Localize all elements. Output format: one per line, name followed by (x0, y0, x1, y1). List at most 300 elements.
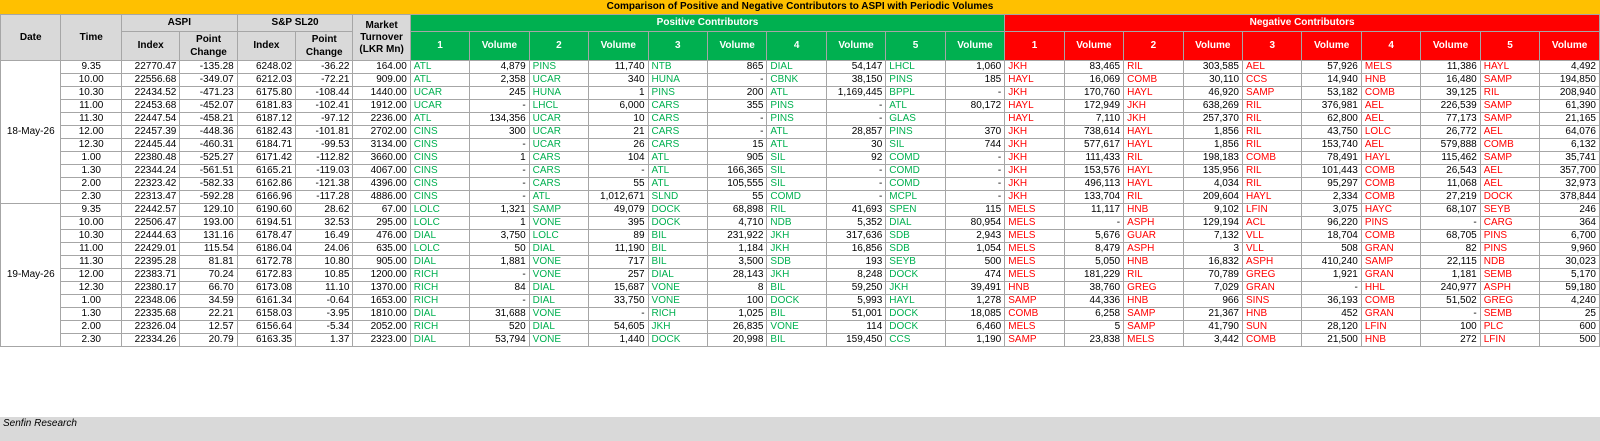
neg-ticker-3-cell: HAYL (1243, 191, 1302, 204)
pos-volume-5-cell: 1,190 (945, 334, 1005, 347)
neg-volume-3-cell: 101,443 (1302, 165, 1361, 178)
neg-ticker-4-cell: COMB (1361, 87, 1420, 100)
pos-volume-4-cell: 5,993 (826, 295, 885, 308)
pos-ticker-1-cell: LOLC (410, 204, 469, 217)
neg-ticker-2-cell: HNB (1124, 256, 1183, 269)
pos-ticker-1-cell: LOLC (410, 243, 469, 256)
aspi-point-change-cell: 34.59 (180, 295, 237, 308)
aspi-index-cell: 22453.68 (121, 100, 179, 113)
neg-volume-4-cell: 26,543 (1421, 165, 1480, 178)
time-cell: 1.30 (61, 308, 121, 321)
pos-ticker-4-cell: ATL (767, 139, 826, 152)
neg-volume-2-cell: 30,110 (1183, 74, 1242, 87)
pos-volume-2-cell: 55 (589, 178, 648, 191)
sp-index-cell: 6163.35 (237, 334, 295, 347)
pos-ticker-2-cell: UCAR (529, 139, 588, 152)
sp-index-cell: 6178.47 (237, 230, 295, 243)
pos-volume-2-cell: 11,190 (589, 243, 648, 256)
turnover-cell: 476.00 (353, 230, 410, 243)
aspi-point-change-cell: -458.21 (180, 113, 237, 126)
neg-ticker-3-cell: RIL (1243, 126, 1302, 139)
aspi-index-cell: 22447.54 (121, 113, 179, 126)
pos-volume-4-cell: 114 (826, 321, 885, 334)
neg-volume-1-cell: 5 (1064, 321, 1123, 334)
time-cell: 2.30 (61, 334, 121, 347)
neg-ticker-3-cell: AEL (1243, 61, 1302, 74)
pos-ticker-5-cell: BPPL (886, 87, 945, 100)
neg-ticker-3-cell: LFIN (1243, 204, 1302, 217)
neg-volume-2-cell: 3 (1183, 243, 1242, 256)
aspi-index-cell: 22335.68 (121, 308, 179, 321)
pos-ticker-3-cell: ATL (648, 178, 707, 191)
aspi-point-change-cell: -471.23 (180, 87, 237, 100)
pos-ticker-5-cell: GLAS (886, 113, 945, 126)
pos-ticker-1-cell: RICH (410, 295, 469, 308)
neg-volume-1-cell: 153,576 (1064, 165, 1123, 178)
neg-ticker-5-cell: AEL (1480, 126, 1539, 139)
neg-volume-5-cell: 364 (1540, 217, 1600, 230)
time-cell: 11.00 (61, 100, 121, 113)
pos-ticker-1-cell: RICH (410, 269, 469, 282)
aspi-point-change-cell: 131.16 (180, 230, 237, 243)
neg-volume-5-cell: 59,180 (1540, 282, 1600, 295)
neg-ticker-4-cell: HAYC (1361, 204, 1420, 217)
pos-volume-1-cell: 1 (470, 217, 529, 230)
table-row (1, 243, 1600, 256)
neg-volume-2-cell: 129,194 (1183, 217, 1242, 230)
sp-point-change-cell: -101.81 (296, 126, 353, 139)
aspi-index-cell: 22445.44 (121, 139, 179, 152)
neg-ticker-5-cell: LFIN (1480, 334, 1539, 347)
pos-volume-2-cell: 89 (589, 230, 648, 243)
neg-volume-4-cell: 579,888 (1421, 139, 1480, 152)
aspi-point-change-cell: 115.54 (180, 243, 237, 256)
neg-ticker-4-cell: COMB (1361, 230, 1420, 243)
neg-ticker-1-cell: MELS (1005, 321, 1064, 334)
neg-ticker-4-cell: PINS (1361, 217, 1420, 230)
neg-volume-2-cell: 135,956 (1183, 165, 1242, 178)
aspi-point-change-cell: 12.57 (180, 321, 237, 334)
neg-ticker-4-cell: COMB (1361, 178, 1420, 191)
time-cell: 1.00 (61, 152, 121, 165)
neg-ticker-1-cell: JKH (1005, 165, 1064, 178)
neg-ticker-5-cell: AEL (1480, 165, 1539, 178)
pos-rank-3-header: 3 (648, 32, 707, 61)
pos-ticker-3-cell: CARS (648, 139, 707, 152)
pos-ticker-2-cell: UCAR (529, 74, 588, 87)
aspi-index-header: Index (121, 32, 179, 61)
pos-volume-4-cell: - (826, 165, 885, 178)
pos-volume-5-cell: - (945, 152, 1005, 165)
pos-ticker-5-cell: DOCK (886, 321, 945, 334)
aspi-index-cell: 22313.47 (121, 191, 179, 204)
pos-ticker-4-cell: SDB (767, 256, 826, 269)
turnover-cell: 905.00 (353, 256, 410, 269)
neg-ticker-3-cell: HNB (1243, 308, 1302, 321)
neg-ticker-1-cell: MELS (1005, 269, 1064, 282)
pos-volume-1-cell: 53,794 (470, 334, 529, 347)
pos-ticker-5-cell: COMD (886, 152, 945, 165)
sp-point-change-cell: 28.62 (296, 204, 353, 217)
pos-volume-3-cell: 355 (707, 100, 766, 113)
pos-ticker-5-cell: SEYB (886, 256, 945, 269)
neg-ticker-1-cell: MELS (1005, 230, 1064, 243)
pos-rank-2-header: 2 (529, 32, 588, 61)
sp-point-change-cell: -112.82 (296, 152, 353, 165)
pos-volume-1-cell: 245 (470, 87, 529, 100)
pos-volume-3-cell: 166,365 (707, 165, 766, 178)
pos-volume-1-cell: 2,358 (470, 74, 529, 87)
neg-ticker-1-cell: COMB (1005, 308, 1064, 321)
neg-ticker-1-cell: HAYL (1005, 74, 1064, 87)
neg-ticker-2-cell: JKH (1124, 100, 1183, 113)
pos-volume-2-cell: - (589, 308, 648, 321)
sp-point-change-cell: -117.28 (296, 191, 353, 204)
pos-volume-4-cell: 51,001 (826, 308, 885, 321)
pos-ticker-3-cell: CARS (648, 100, 707, 113)
pos-ticker-3-cell: BIL (648, 230, 707, 243)
sp-point-change-cell: 10.85 (296, 269, 353, 282)
pos-ticker-5-cell: SPEN (886, 204, 945, 217)
pos-ticker-5-cell: DIAL (886, 217, 945, 230)
sp-index-cell: 6161.34 (237, 295, 295, 308)
pos-ticker-3-cell: CARS (648, 126, 707, 139)
pos-volume-1-cell: 300 (470, 126, 529, 139)
time-cell: 11.30 (61, 256, 121, 269)
pos-ticker-2-cell: DIAL (529, 321, 588, 334)
neg-volume-2-cell: 9,102 (1183, 204, 1242, 217)
pos-ticker-4-cell: DIAL (767, 61, 826, 74)
sp-point-change-cell: 1.37 (296, 334, 353, 347)
time-cell: 12.00 (61, 269, 121, 282)
pos-ticker-1-cell: ATL (410, 74, 469, 87)
sp-index-cell: 6194.51 (237, 217, 295, 230)
neg-volume-1-cell: 8,479 (1064, 243, 1123, 256)
table-row (1, 256, 1600, 269)
pos-volume-4-cell: - (826, 113, 885, 126)
neg-ticker-4-cell: HHL (1361, 282, 1420, 295)
pos-volume-5-cell: 80,172 (945, 100, 1005, 113)
footer-source: Senfin Research (0, 417, 1600, 441)
sp-point-change-cell: 10.80 (296, 256, 353, 269)
neg-ticker-2-cell: HAYL (1124, 126, 1183, 139)
neg-ticker-5-cell: SEMB (1480, 308, 1539, 321)
sp-point-change-cell: -97.12 (296, 113, 353, 126)
table-row (1, 282, 1600, 295)
neg-volume-5-cell: 35,741 (1540, 152, 1600, 165)
neg-volume-3-header: Volume (1302, 32, 1361, 61)
pos-ticker-3-cell: SLND (648, 191, 707, 204)
pos-ticker-5-cell: COMD (886, 178, 945, 191)
neg-volume-4-cell: 1,181 (1421, 269, 1480, 282)
neg-volume-3-cell: 376,981 (1302, 100, 1361, 113)
neg-ticker-5-cell: RIL (1480, 87, 1539, 100)
pos-volume-5-cell: 744 (945, 139, 1005, 152)
aspi-index-cell: 22506.47 (121, 217, 179, 230)
aspi-point-change-cell: 70.24 (180, 269, 237, 282)
neg-volume-1-cell: 7,110 (1064, 113, 1123, 126)
neg-volume-1-cell: 181,229 (1064, 269, 1123, 282)
neg-ticker-2-cell: HAYL (1124, 178, 1183, 191)
neg-ticker-1-cell: JKH (1005, 178, 1064, 191)
time-cell: 2.00 (61, 321, 121, 334)
sp-index-header: Index (237, 32, 295, 61)
pos-ticker-1-cell: CINS (410, 178, 469, 191)
pos-ticker-3-cell: BIL (648, 243, 707, 256)
pos-volume-4-cell: 5,352 (826, 217, 885, 230)
turnover-cell: 3134.00 (353, 139, 410, 152)
pos-volume-3-header: Volume (707, 32, 766, 61)
pos-ticker-2-cell: ATL (529, 191, 588, 204)
sp-point-change-cell: -3.95 (296, 308, 353, 321)
neg-ticker-4-cell: HNB (1361, 334, 1420, 347)
pos-ticker-3-cell: VONE (648, 295, 707, 308)
neg-volume-5-cell: 6,132 (1540, 139, 1600, 152)
time-cell: 10.00 (61, 217, 121, 230)
neg-volume-4-cell: 272 (1421, 334, 1480, 347)
neg-ticker-2-cell: RIL (1124, 152, 1183, 165)
pos-ticker-3-cell: NTB (648, 61, 707, 74)
sp-index-cell: 6173.08 (237, 282, 295, 295)
neg-volume-4-cell: 82 (1421, 243, 1480, 256)
aspi-point-change-cell: 81.81 (180, 256, 237, 269)
table-row (1, 321, 1600, 334)
neg-volume-1-cell: 577,617 (1064, 139, 1123, 152)
sp-index-cell: 6184.71 (237, 139, 295, 152)
neg-volume-1-cell: 5,050 (1064, 256, 1123, 269)
sp-sl20-header: S&P SL20 (237, 15, 353, 32)
neg-ticker-3-cell: COMB (1243, 152, 1302, 165)
aspi-index-cell: 22348.06 (121, 295, 179, 308)
neg-rank-2-header: 2 (1124, 32, 1183, 61)
neg-volume-4-cell: 68,107 (1421, 204, 1480, 217)
neg-volume-5-cell: 64,076 (1540, 126, 1600, 139)
pos-volume-5-cell: 1,060 (945, 61, 1005, 74)
neg-ticker-4-cell: HAYL (1361, 152, 1420, 165)
aspi-point-change-header: Point Change (180, 32, 237, 61)
neg-ticker-4-cell: AEL (1361, 113, 1420, 126)
neg-volume-3-cell: 95,297 (1302, 178, 1361, 191)
aspi-header: ASPI (121, 15, 237, 32)
turnover-cell: 4067.00 (353, 165, 410, 178)
pos-volume-1-cell: 31,688 (470, 308, 529, 321)
date-cell: 18-May-26 (1, 61, 61, 204)
time-cell: 10.30 (61, 230, 121, 243)
neg-ticker-5-cell: DOCK (1480, 191, 1539, 204)
pos-volume-3-cell: 1,025 (707, 308, 766, 321)
sp-index-cell: 6165.21 (237, 165, 295, 178)
pos-ticker-1-cell: CINS (410, 139, 469, 152)
neg-volume-3-cell: 53,182 (1302, 87, 1361, 100)
neg-ticker-4-cell: GRAN (1361, 308, 1420, 321)
aspi-point-change-cell: 66.70 (180, 282, 237, 295)
pos-volume-4-cell: - (826, 191, 885, 204)
neg-ticker-5-cell: PINS (1480, 243, 1539, 256)
pos-ticker-4-cell: JKH (767, 269, 826, 282)
turnover-cell: 1653.00 (353, 295, 410, 308)
neg-volume-2-cell: 257,370 (1183, 113, 1242, 126)
neg-volume-2-cell: 638,269 (1183, 100, 1242, 113)
pos-volume-1-header: Volume (470, 32, 529, 61)
pos-volume-2-cell: 1,012,671 (589, 191, 648, 204)
neg-ticker-2-cell: RIL (1124, 191, 1183, 204)
table-row (1, 334, 1600, 347)
pos-volume-2-cell: 33,750 (589, 295, 648, 308)
pos-ticker-3-cell: DOCK (648, 204, 707, 217)
table-row (1, 204, 1600, 217)
neg-ticker-1-cell: MELS (1005, 256, 1064, 269)
pos-ticker-1-cell: DIAL (410, 334, 469, 347)
neg-volume-5-cell: 6,700 (1540, 230, 1600, 243)
neg-ticker-3-cell: CCS (1243, 74, 1302, 87)
neg-volume-1-cell: 23,838 (1064, 334, 1123, 347)
pos-volume-3-cell: 1,184 (707, 243, 766, 256)
aspi-index-cell: 22770.47 (121, 61, 179, 74)
pos-volume-3-cell: 105,555 (707, 178, 766, 191)
neg-volume-5-cell: 5,170 (1540, 269, 1600, 282)
neg-volume-2-cell: 303,585 (1183, 61, 1242, 74)
neg-ticker-3-cell: RIL (1243, 113, 1302, 126)
table-row (1, 191, 1600, 204)
sp-index-cell: 6166.96 (237, 191, 295, 204)
pos-volume-5-cell: 1,054 (945, 243, 1005, 256)
market-turnover-header: Market Turnover (LKR Mn) (353, 15, 410, 61)
pos-volume-4-cell: 92 (826, 152, 885, 165)
neg-volume-2-cell: 3,442 (1183, 334, 1242, 347)
pos-ticker-4-cell: PINS (767, 113, 826, 126)
neg-ticker-1-cell: HAYL (1005, 113, 1064, 126)
positive-contributors-header: Positive Contributors (410, 15, 1004, 32)
neg-ticker-2-cell: HAYL (1124, 87, 1183, 100)
neg-volume-5-cell: 25 (1540, 308, 1600, 321)
pos-volume-4-cell: 41,693 (826, 204, 885, 217)
pos-volume-5-cell: - (945, 191, 1005, 204)
pos-volume-3-cell: 100 (707, 295, 766, 308)
pos-ticker-1-cell: DIAL (410, 308, 469, 321)
neg-volume-1-cell: 44,336 (1064, 295, 1123, 308)
neg-ticker-1-cell: JKH (1005, 152, 1064, 165)
neg-ticker-4-cell: LOLC (1361, 126, 1420, 139)
pos-volume-2-cell: 1 (589, 87, 648, 100)
pos-volume-4-cell: 193 (826, 256, 885, 269)
neg-ticker-1-cell: JKH (1005, 87, 1064, 100)
neg-volume-1-cell: - (1064, 217, 1123, 230)
pos-ticker-5-cell: ATL (886, 100, 945, 113)
neg-volume-5-cell: 600 (1540, 321, 1600, 334)
pos-volume-3-cell: 55 (707, 191, 766, 204)
neg-volume-2-cell: 209,604 (1183, 191, 1242, 204)
pos-ticker-5-cell: LHCL (886, 61, 945, 74)
neg-ticker-2-cell: ASPH (1124, 243, 1183, 256)
pos-ticker-2-cell: UCAR (529, 113, 588, 126)
neg-ticker-4-cell: HNB (1361, 74, 1420, 87)
pos-ticker-4-cell: ATL (767, 126, 826, 139)
pos-ticker-4-cell: JKH (767, 230, 826, 243)
pos-volume-4-cell: - (826, 178, 885, 191)
neg-ticker-2-cell: COMB (1124, 74, 1183, 87)
pos-ticker-3-cell: CARS (648, 113, 707, 126)
pos-ticker-2-cell: HUNA (529, 87, 588, 100)
neg-ticker-3-cell: RIL (1243, 100, 1302, 113)
pos-ticker-2-cell: DIAL (529, 282, 588, 295)
pos-volume-1-cell: 1 (470, 152, 529, 165)
report-title: Comparison of Positive and Negative Contributors to ASPI with Periodic Volumes (0, 0, 1600, 14)
neg-volume-4-cell: 115,462 (1421, 152, 1480, 165)
pos-volume-3-cell: - (707, 126, 766, 139)
time-cell: 10.30 (61, 87, 121, 100)
aspi-index-cell: 22323.42 (121, 178, 179, 191)
pos-volume-2-cell: 49,079 (589, 204, 648, 217)
pos-volume-4-header: Volume (826, 32, 885, 61)
pos-ticker-3-cell: ATL (648, 165, 707, 178)
neg-ticker-3-cell: VLL (1243, 230, 1302, 243)
pos-volume-5-cell: 2,943 (945, 230, 1005, 243)
pos-volume-3-cell: 8 (707, 282, 766, 295)
pos-volume-4-cell: 317,636 (826, 230, 885, 243)
neg-volume-3-cell: 508 (1302, 243, 1361, 256)
neg-volume-3-cell: 1,921 (1302, 269, 1361, 282)
neg-ticker-1-cell: JKH (1005, 139, 1064, 152)
sp-index-cell: 6156.64 (237, 321, 295, 334)
neg-ticker-3-cell: SAMP (1243, 87, 1302, 100)
neg-ticker-5-cell: GREG (1480, 295, 1539, 308)
time-cell: 2.30 (61, 191, 121, 204)
pos-volume-3-cell: 68,898 (707, 204, 766, 217)
table-row (1, 152, 1600, 165)
table-row (1, 61, 1600, 74)
pos-ticker-4-cell: CBNK (767, 74, 826, 87)
neg-volume-4-cell: 11,068 (1421, 178, 1480, 191)
pos-volume-1-cell: - (470, 191, 529, 204)
neg-ticker-5-cell: HAYL (1480, 61, 1539, 74)
pos-volume-3-cell: 4,710 (707, 217, 766, 230)
turnover-cell: 4886.00 (353, 191, 410, 204)
sp-index-cell: 6190.60 (237, 204, 295, 217)
turnover-cell: 3660.00 (353, 152, 410, 165)
neg-volume-5-cell: 500 (1540, 334, 1600, 347)
neg-ticker-2-cell: RIL (1124, 269, 1183, 282)
turnover-cell: 4396.00 (353, 178, 410, 191)
pos-volume-3-cell: - (707, 74, 766, 87)
aspi-point-change-cell: 20.79 (180, 334, 237, 347)
pos-volume-4-cell: 38,150 (826, 74, 885, 87)
neg-ticker-3-cell: RIL (1243, 165, 1302, 178)
aspi-point-change-cell: -525.27 (180, 152, 237, 165)
neg-volume-2-cell: 7,029 (1183, 282, 1242, 295)
neg-ticker-3-cell: COMB (1243, 334, 1302, 347)
neg-volume-2-cell: 966 (1183, 295, 1242, 308)
pos-volume-5-cell: 6,460 (945, 321, 1005, 334)
pos-volume-4-cell: 54,147 (826, 61, 885, 74)
neg-volume-1-cell: 111,433 (1064, 152, 1123, 165)
pos-volume-5-cell: 80,954 (945, 217, 1005, 230)
neg-ticker-2-cell: ASPH (1124, 217, 1183, 230)
neg-volume-4-cell: 100 (1421, 321, 1480, 334)
neg-volume-1-cell: 5,676 (1064, 230, 1123, 243)
neg-volume-3-cell: 410,240 (1302, 256, 1361, 269)
pos-ticker-2-cell: LHCL (529, 100, 588, 113)
pos-ticker-2-cell: SAMP (529, 204, 588, 217)
pos-volume-1-cell: - (470, 165, 529, 178)
table-row (1, 100, 1600, 113)
time-cell: 2.00 (61, 178, 121, 191)
aspi-point-change-cell: -135.28 (180, 61, 237, 74)
neg-volume-4-cell: 22,115 (1421, 256, 1480, 269)
neg-rank-4-header: 4 (1361, 32, 1420, 61)
pos-ticker-5-cell: SIL (886, 139, 945, 152)
pos-ticker-3-cell: JKH (648, 321, 707, 334)
neg-ticker-4-cell: MELS (1361, 61, 1420, 74)
